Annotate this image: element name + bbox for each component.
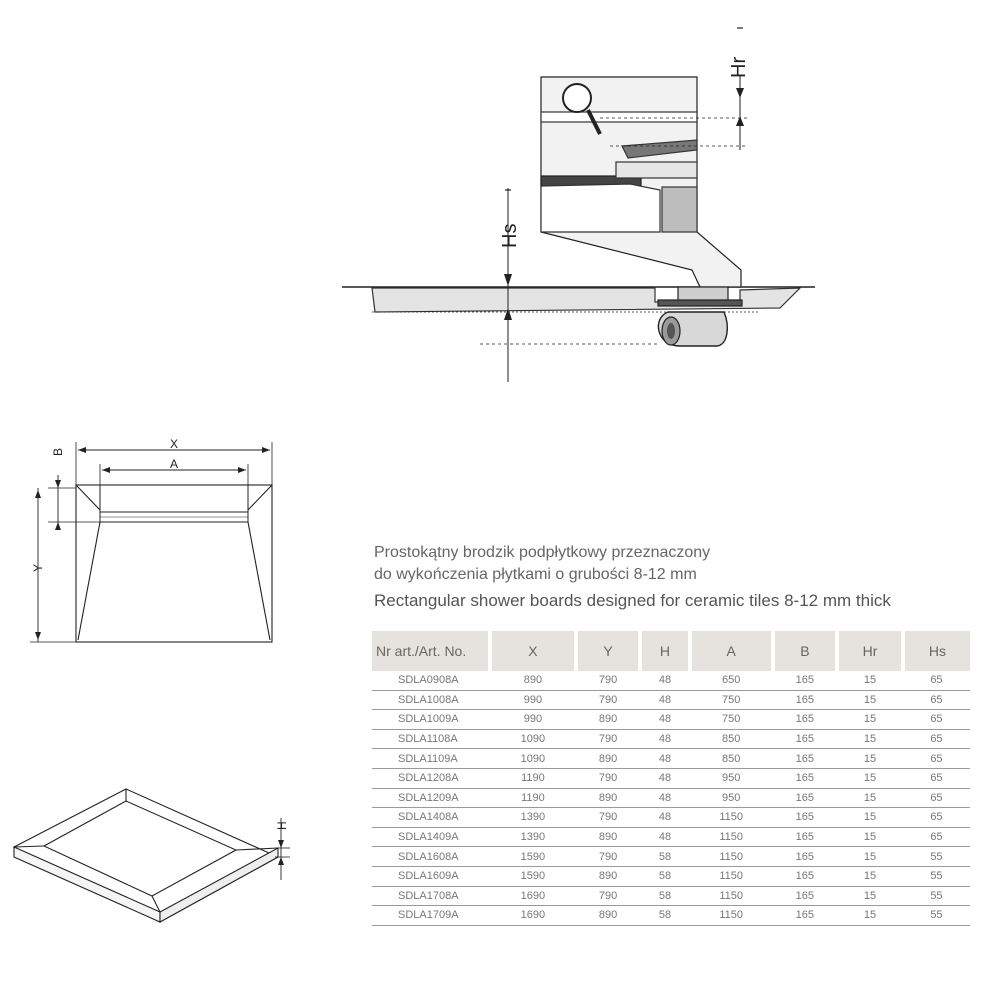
table-cell: 165: [773, 729, 837, 749]
table-cell: 790: [576, 690, 640, 710]
table-cell: 58: [640, 886, 690, 906]
table-row: [372, 886, 970, 906]
table-cell: 790: [576, 847, 640, 867]
table-row: [372, 866, 970, 886]
a-dimension-label: A: [170, 457, 179, 471]
table-cell: 15: [837, 808, 903, 828]
hs-dimension-label: Hs: [499, 223, 521, 248]
table-cell: 55: [903, 866, 970, 886]
table-cell: 750: [690, 710, 773, 730]
table-cell: 48: [640, 690, 690, 710]
table-cell: 48: [640, 827, 690, 847]
table-cell: 165: [773, 710, 837, 730]
table-row: [372, 671, 970, 690]
table-row: [372, 847, 970, 867]
table-cell: 165: [773, 906, 837, 926]
table-cell: 65: [903, 729, 970, 749]
table-row: [372, 788, 970, 808]
polish-caption-line2: do wykończenia płytkami o grubości 8-12 mm: [374, 566, 697, 583]
table-row: [372, 710, 970, 730]
article-number-cell: SDLA1608A: [372, 847, 490, 867]
product-captions: [374, 542, 994, 612]
article-number-cell: SDLA1609A: [372, 866, 490, 886]
table-cell: 15: [837, 729, 903, 749]
table-cell: 48: [640, 768, 690, 788]
table-cell: 990: [490, 710, 576, 730]
column-header: Nr art./Art. No.: [372, 631, 490, 671]
polish-caption-line1: Prostokątny brodzik podpłytkowy przeznaczony: [374, 544, 711, 561]
table-row: [372, 808, 970, 828]
table-cell: 65: [903, 690, 970, 710]
table-cell: 790: [576, 729, 640, 749]
table-cell: 165: [773, 866, 837, 886]
cross-section-drawing: [342, 76, 815, 382]
table-cell: 65: [903, 808, 970, 828]
table-cell: 850: [690, 729, 773, 749]
table-cell: 58: [640, 906, 690, 926]
table-cell: 15: [837, 768, 903, 788]
table-cell: 165: [773, 847, 837, 867]
table-cell: 890: [576, 866, 640, 886]
table-cell: 1150: [690, 827, 773, 847]
table-cell: 48: [640, 729, 690, 749]
table-row: [372, 827, 970, 847]
table-cell: 15: [837, 847, 903, 867]
table-row: [372, 906, 970, 926]
table-cell: 890: [576, 788, 640, 808]
table-cell: 15: [837, 690, 903, 710]
table-cell: 950: [690, 768, 773, 788]
column-header: H: [640, 631, 690, 671]
table-cell: 48: [640, 788, 690, 808]
table-cell: 165: [773, 749, 837, 769]
table-cell: 890: [576, 827, 640, 847]
column-header: Y: [576, 631, 640, 671]
table-header-row: [372, 631, 970, 671]
article-number-cell: SDLA1409A: [372, 827, 490, 847]
article-number-cell: SDLA0908A: [372, 671, 490, 690]
table-cell: 1090: [490, 729, 576, 749]
table-cell: 58: [640, 866, 690, 886]
h-dimension-label: H: [275, 821, 289, 830]
table-cell: 15: [837, 749, 903, 769]
table-cell: 950: [690, 788, 773, 808]
column-header: X: [490, 631, 576, 671]
table-cell: 165: [773, 690, 837, 710]
table-cell: 790: [576, 768, 640, 788]
table-cell: 790: [576, 886, 640, 906]
table-cell: 1590: [490, 866, 576, 886]
article-number-cell: SDLA1408A: [372, 808, 490, 828]
table-cell: 890: [576, 710, 640, 730]
table-cell: 65: [903, 827, 970, 847]
article-number-cell: SDLA1709A: [372, 906, 490, 926]
x-dimension-label: X: [170, 437, 179, 451]
table-cell: 790: [576, 671, 640, 690]
table-cell: 165: [773, 768, 837, 788]
article-number-cell: SDLA1708A: [372, 886, 490, 906]
table-cell: 790: [576, 808, 640, 828]
table-cell: 165: [773, 827, 837, 847]
plan-view-arrows: [35, 447, 270, 640]
isometric-view-drawing: [14, 789, 290, 922]
table-row: [372, 690, 970, 710]
table-cell: 55: [903, 847, 970, 867]
table-cell: 1190: [490, 768, 576, 788]
table-cell: 15: [837, 671, 903, 690]
table-cell: 15: [837, 866, 903, 886]
siphon-icon: [658, 312, 727, 346]
table-cell: 15: [837, 710, 903, 730]
table-cell: 1150: [690, 886, 773, 906]
table-cell: 58: [640, 847, 690, 867]
table-cell: 15: [837, 788, 903, 808]
table-cell: 1390: [490, 808, 576, 828]
article-number-cell: SDLA1008A: [372, 690, 490, 710]
table-cell: 990: [490, 690, 576, 710]
spec-table: [372, 631, 970, 926]
table-cell: 65: [903, 710, 970, 730]
table-cell: 1150: [690, 808, 773, 828]
article-number-cell: SDLA1009A: [372, 710, 490, 730]
table-cell: 1690: [490, 906, 576, 926]
table-cell: 1690: [490, 886, 576, 906]
column-header: A: [690, 631, 773, 671]
b-dimension-label: B: [51, 447, 65, 456]
table-body: [372, 671, 970, 925]
table-cell: 1150: [690, 847, 773, 867]
table-cell: 48: [640, 671, 690, 690]
table-cell: 890: [576, 749, 640, 769]
table-cell: 850: [690, 749, 773, 769]
table-cell: 890: [576, 906, 640, 926]
article-number-cell: SDLA1109A: [372, 749, 490, 769]
table-cell: 165: [773, 808, 837, 828]
column-header: Hs: [903, 631, 970, 671]
table-row: [372, 749, 970, 769]
table-cell: 15: [837, 886, 903, 906]
english-caption: Rectangular shower boards designed for ceramic tiles 8-12 mm thick: [374, 591, 891, 610]
article-number-cell: SDLA1209A: [372, 788, 490, 808]
table-cell: 165: [773, 671, 837, 690]
article-number-cell: SDLA1208A: [372, 768, 490, 788]
table-cell: 48: [640, 710, 690, 730]
plan-view-drawing: [30, 442, 272, 642]
table-cell: 1390: [490, 827, 576, 847]
table-cell: 65: [903, 788, 970, 808]
table-row: [372, 768, 970, 788]
table-cell: 15: [837, 827, 903, 847]
table-cell: 65: [903, 749, 970, 769]
table-cell: 15: [837, 906, 903, 926]
table-cell: 750: [690, 690, 773, 710]
table-cell: 65: [903, 671, 970, 690]
table-cell: 165: [773, 788, 837, 808]
article-number-cell: SDLA1108A: [372, 729, 490, 749]
table-cell: 165: [773, 886, 837, 906]
column-header: B: [773, 631, 837, 671]
table-cell: 1150: [690, 866, 773, 886]
table-cell: 55: [903, 886, 970, 906]
table-cell: 1150: [690, 906, 773, 926]
table-cell: 890: [490, 671, 576, 690]
table-cell: 55: [903, 906, 970, 926]
y-dimension-label: Y: [31, 563, 45, 572]
table-row: [372, 729, 970, 749]
table-cell: 48: [640, 749, 690, 769]
table-cell: 65: [903, 768, 970, 788]
table-cell: 1190: [490, 788, 576, 808]
table-cell: 1090: [490, 749, 576, 769]
column-header: Hr: [837, 631, 903, 671]
table-cell: 1590: [490, 847, 576, 867]
table-cell: 650: [690, 671, 773, 690]
hr-dimension-label: Hr: [728, 56, 750, 78]
table-cell: 48: [640, 808, 690, 828]
